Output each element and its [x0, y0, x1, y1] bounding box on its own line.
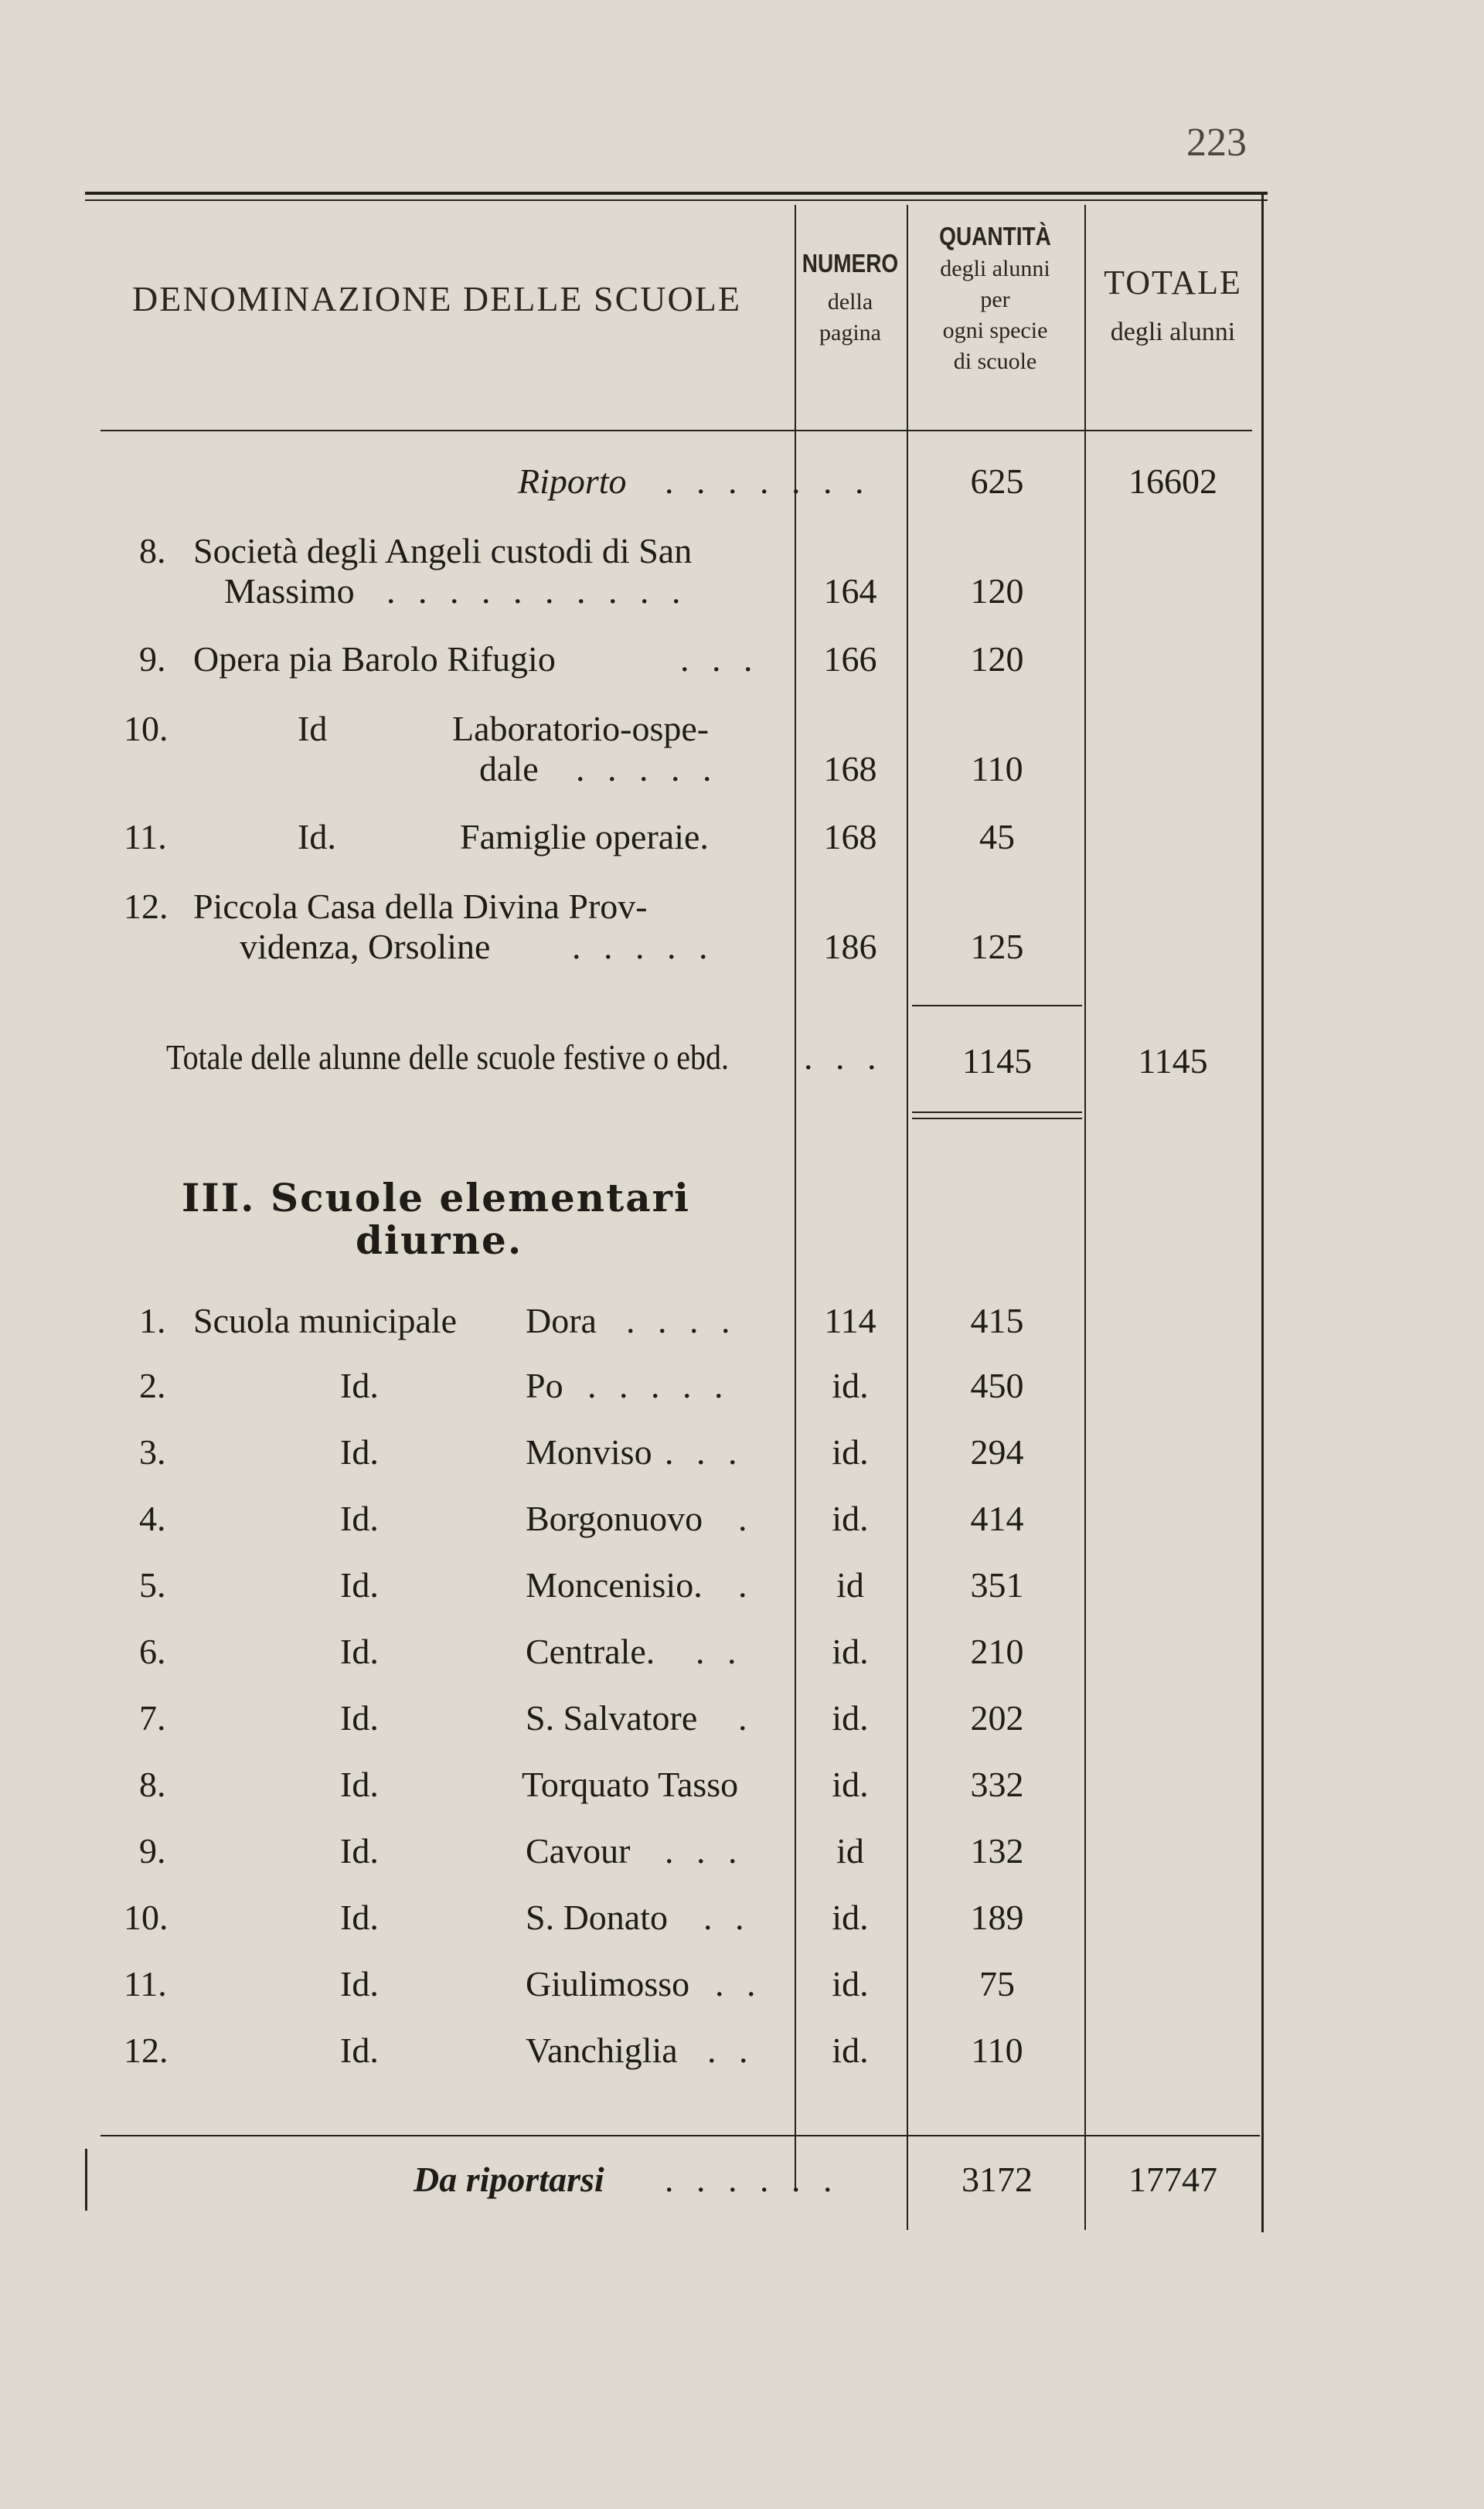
row-place: Po: [526, 1366, 563, 1405]
header-quantita-sub1: degli alunni: [940, 256, 1050, 281]
row-quantita: 110: [971, 2031, 1023, 2070]
row-pagina: id: [836, 1565, 864, 1605]
row-quantita: 294: [970, 1432, 1024, 1472]
header-numero-sub2: pagina: [819, 320, 881, 346]
row-quantita: 125: [970, 927, 1024, 966]
row-number: 12.: [124, 887, 168, 926]
page-number: 223: [1186, 121, 1247, 165]
row-name: Famiglie operaie.: [460, 817, 709, 856]
row-name-cont: videnza, Orsoline: [240, 927, 491, 966]
top-rule-inner: [85, 199, 1268, 201]
col-divider-2: [907, 205, 908, 2230]
row-place: S. Salvatore: [526, 1698, 698, 1738]
subtotal-rule-2: [912, 1112, 1082, 1113]
row-number: 8.: [139, 531, 166, 570]
row-number: 12.: [124, 2031, 168, 2070]
header-quantita-sub3: ogni specie: [942, 318, 1048, 343]
row-name: Opera pia Barolo Rifugio: [193, 639, 556, 679]
header-quantita-sub2: per: [980, 287, 1010, 312]
row-dots: . .: [703, 1898, 751, 1937]
row-pagina: id.: [832, 1432, 869, 1472]
row-number: 3.: [139, 1432, 166, 1472]
row-place: Monviso: [526, 1432, 652, 1472]
subtotal-rule-1: [912, 1005, 1082, 1006]
row-place: Giulimosso: [526, 1964, 690, 2003]
row-name-cont: Massimo: [224, 571, 355, 611]
top-rule: [85, 192, 1268, 195]
row-name: Id.: [340, 1432, 379, 1472]
row-quantita: 202: [970, 1698, 1024, 1738]
row-id: Id.: [298, 817, 336, 856]
row-number: 10.: [124, 709, 168, 748]
header-totale-sub: degli alunni: [1110, 318, 1236, 346]
row-pagina: id.: [832, 1765, 869, 1804]
row-id: Id: [298, 709, 328, 748]
section-title: III. Scuole elementari: [182, 1175, 690, 1220]
section-title-cont: diurne.: [356, 1217, 523, 1263]
right-border: [1261, 192, 1264, 2232]
row-dots: . . .: [680, 639, 760, 679]
row-place: Torquato Tasso: [522, 1765, 739, 1804]
row-number: 11.: [124, 817, 167, 856]
row-quantita: 351: [970, 1565, 1024, 1605]
row-pagina: id: [836, 1831, 864, 1871]
col-divider-3: [1084, 205, 1086, 2230]
row-quantita: 189: [970, 1898, 1024, 1937]
row-quantita: 120: [970, 571, 1024, 611]
totale-festive-label: Totale delle alunne delle scuole festive o ebd.: [166, 1037, 730, 1077]
row-pagina: id.: [832, 1499, 869, 1538]
row-place: S. Donato: [526, 1898, 668, 1937]
totale-festive-quantita: 1145: [962, 1041, 1033, 1081]
row-quantita: 75: [979, 1964, 1015, 2003]
row-number: 2.: [139, 1366, 166, 1405]
da-riportarsi-quantita: 3172: [962, 2160, 1033, 2199]
header-numero-title: NUMERO: [802, 248, 899, 277]
row-dots: . . . . .: [576, 749, 719, 788]
row-number: 4.: [139, 1499, 166, 1538]
row-dots: . . .: [665, 1432, 744, 1472]
row-name: Laboratorio-ospe-: [452, 709, 710, 748]
row-number: 7.: [139, 1698, 166, 1738]
header-denominazione: DENOMINAZIONE DELLE SCUOLE: [132, 279, 741, 318]
row-place: Centrale.: [526, 1632, 655, 1671]
subtotal-rule-3: [912, 1118, 1082, 1119]
row-pagina: 186: [823, 927, 877, 966]
row-dots: . . . . .: [587, 1366, 730, 1405]
row-name: Scuola municipale: [193, 1301, 458, 1340]
row-pagina: id.: [832, 1632, 869, 1671]
row-dots: .: [738, 1499, 754, 1538]
header-quantita-title: QUANTITÀ: [939, 221, 1051, 250]
header-bottom-rule: [100, 430, 1252, 431]
row-name: Piccola Casa della Divina Prov-: [193, 887, 648, 926]
row-number: 6.: [139, 1632, 166, 1671]
da-riportarsi-label: Da riportarsi: [414, 2160, 604, 2199]
row-dots: . . . . .: [572, 927, 715, 966]
row-place: Vanchiglia: [526, 2031, 678, 2070]
row-number: 8.: [139, 1765, 166, 1804]
header-numero-sub1: della: [827, 289, 873, 315]
row-name: Id.: [340, 2031, 379, 2070]
row-quantita: 450: [970, 1366, 1024, 1405]
row-pagina: 164: [823, 571, 877, 611]
riporto-totale: 16602: [1128, 461, 1217, 501]
row-name: Id.: [340, 1898, 379, 1937]
row-name: Id.: [340, 1565, 379, 1605]
row-dots: . . .: [665, 1831, 744, 1871]
row-pagina: id.: [832, 2031, 869, 2070]
row-dots: . . . .: [626, 1301, 737, 1340]
row-quantita: 414: [970, 1499, 1024, 1538]
row-pagina: id.: [832, 1898, 869, 1937]
row-quantita: 120: [970, 639, 1024, 679]
row-number: 1.: [139, 1301, 166, 1340]
header-quantita-sub4: di scuole: [953, 349, 1037, 374]
row-pagina: 168: [823, 817, 877, 856]
row-name: Id.: [340, 1765, 379, 1804]
header-quantita: [908, 221, 1082, 377]
riporto-label: Riporto: [518, 461, 627, 501]
row-dots: . .: [715, 1964, 763, 2003]
header-numero: [796, 248, 904, 349]
row-place: Moncenisio.: [526, 1565, 703, 1605]
row-dots: . .: [707, 2031, 755, 2070]
row-pagina: id.: [832, 1366, 869, 1405]
row-dots: . .: [696, 1632, 744, 1671]
riporto-quantita: 625: [970, 461, 1024, 501]
row-name: Id.: [340, 1698, 379, 1738]
row-number: 10.: [124, 1898, 168, 1937]
row-place: Borgonuovo: [526, 1499, 703, 1538]
row-quantita: 132: [970, 1831, 1024, 1871]
totale-festive-totale: 1145: [1138, 1041, 1208, 1081]
row-quantita: 45: [979, 817, 1015, 856]
row-number: 9.: [139, 1831, 166, 1871]
row-name: Id.: [340, 1964, 379, 2003]
row-name: Società degli Angeli custodi di San: [193, 531, 693, 570]
row-quantita: 210: [970, 1632, 1024, 1671]
row-place: Dora: [526, 1301, 597, 1340]
row-number: 11.: [124, 1964, 167, 2003]
left-margin-mark: [85, 2149, 87, 2211]
row-dots: . . . . . . . . . .: [386, 571, 688, 611]
row-quantita: 415: [970, 1301, 1024, 1340]
row-number: 5.: [139, 1565, 166, 1605]
row-pagina: 168: [823, 749, 877, 788]
row-name-cont: dale: [479, 749, 539, 788]
row-pagina: id.: [832, 1964, 869, 2003]
row-quantita: 110: [971, 749, 1023, 788]
da-riportarsi-dots: . . . . . .: [665, 2160, 839, 2199]
row-pagina: id.: [832, 1698, 869, 1738]
bottom-rule: [100, 2135, 1260, 2136]
header-totale-title: TOTALE: [1104, 264, 1242, 301]
row-place: Cavour: [526, 1831, 631, 1871]
row-name: Id.: [340, 1499, 379, 1538]
col-divider-1: [795, 205, 796, 2191]
row-dots: .: [738, 1565, 754, 1605]
row-quantita: 332: [970, 1765, 1024, 1804]
row-pagina: 114: [824, 1301, 876, 1340]
row-name: Id.: [340, 1366, 379, 1405]
row-name: Id.: [340, 1632, 379, 1671]
row-pagina: 166: [823, 639, 877, 679]
row-dots: .: [738, 1698, 754, 1738]
row-number: 9.: [139, 639, 166, 679]
riporto-dots: . . . . . . .: [665, 461, 871, 501]
totale-festive-dots: . . .: [804, 1037, 883, 1077]
header-totale: [1086, 263, 1260, 347]
da-riportarsi-totale: 17747: [1128, 2160, 1217, 2199]
row-name: Id.: [340, 1831, 379, 1871]
